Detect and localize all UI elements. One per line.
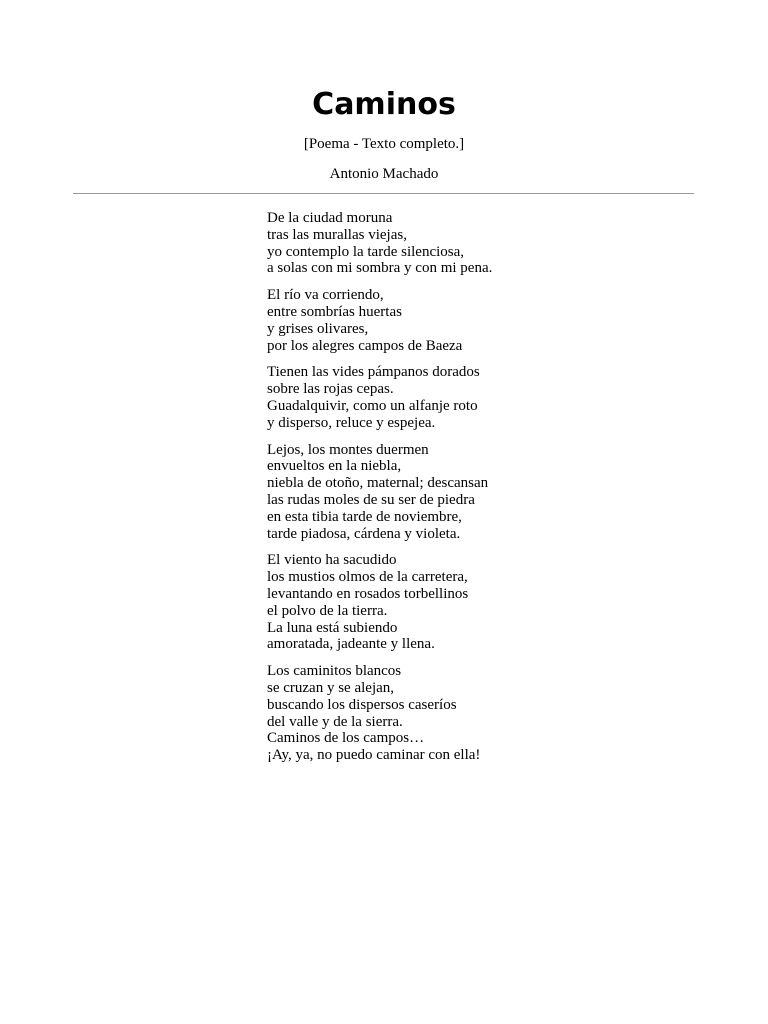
poem-line: las rudas moles de su ser de piedra [267, 491, 475, 508]
poem-line: entre sombrías huertas [267, 303, 402, 320]
poem-line: en esta tibia tarde de noviembre, [267, 508, 462, 525]
poem-line: La luna está subiendo [267, 619, 398, 636]
poem-body [267, 210, 707, 774]
stanza-4 [267, 442, 707, 543]
poem-line: los mustios olmos de la carretera, [267, 569, 468, 586]
stanza-3 [267, 364, 707, 431]
poem-line: amoratada, jadeante y llena. [267, 636, 435, 653]
author-name: Antonio Machado [329, 166, 439, 182]
poem-line: ¡Ay, ya, no puedo caminar con ella! [267, 747, 481, 764]
document-subtitle: [Poema - Texto completo.] [303, 136, 465, 152]
stanza-2 [267, 287, 707, 354]
poem-line: Caminos de los campos… [267, 730, 425, 747]
header-divider [73, 193, 694, 194]
poem-line: y disperso, reluce y espejea. [267, 414, 436, 431]
poem-line: el polvo de la tierra. [267, 602, 388, 619]
poem-line: envueltos en la niebla, [267, 458, 402, 475]
poem-line: se cruzan y se alejan, [267, 679, 395, 696]
poem-line: Los caminitos blancos [267, 663, 402, 680]
poem-line: yo contemplo la tarde silenciosa, [267, 243, 465, 260]
poem-line: tras las murallas viejas, [267, 226, 407, 243]
poem-line: El río va corriendo, [267, 287, 384, 304]
poem-line: sobre las rojas cepas. [267, 381, 394, 398]
poem-line: buscando los dispersos caseríos [267, 696, 457, 713]
poem-line: por los alegres campos de Baeza [267, 337, 463, 354]
stanza-1 [267, 210, 707, 277]
poem-line: Guadalquivir, como un alfanje roto [267, 397, 478, 414]
page-title: Caminos [312, 87, 456, 122]
poem-line: niebla de otoño, maternal; descansan [267, 475, 489, 492]
poem-line: Tienen las vides pámpanos dorados [267, 364, 480, 381]
stanza-5 [267, 552, 707, 653]
poem-line: a solas con mi sombra y con mi pena. [267, 260, 493, 277]
poem-line: Lejos, los montes duermen [267, 441, 429, 458]
poem-line: del valle y de la sierra. [267, 713, 403, 730]
poem-line: y grises olivares, [267, 320, 369, 337]
stanza-6 [267, 663, 707, 764]
poem-line: El viento ha sacudido [267, 552, 397, 569]
poem-line: levantando en rosados torbellinos [267, 585, 469, 602]
poem-line: De la ciudad moruna [267, 210, 393, 226]
poem-line: tarde piadosa, cárdena y violeta. [267, 525, 461, 542]
